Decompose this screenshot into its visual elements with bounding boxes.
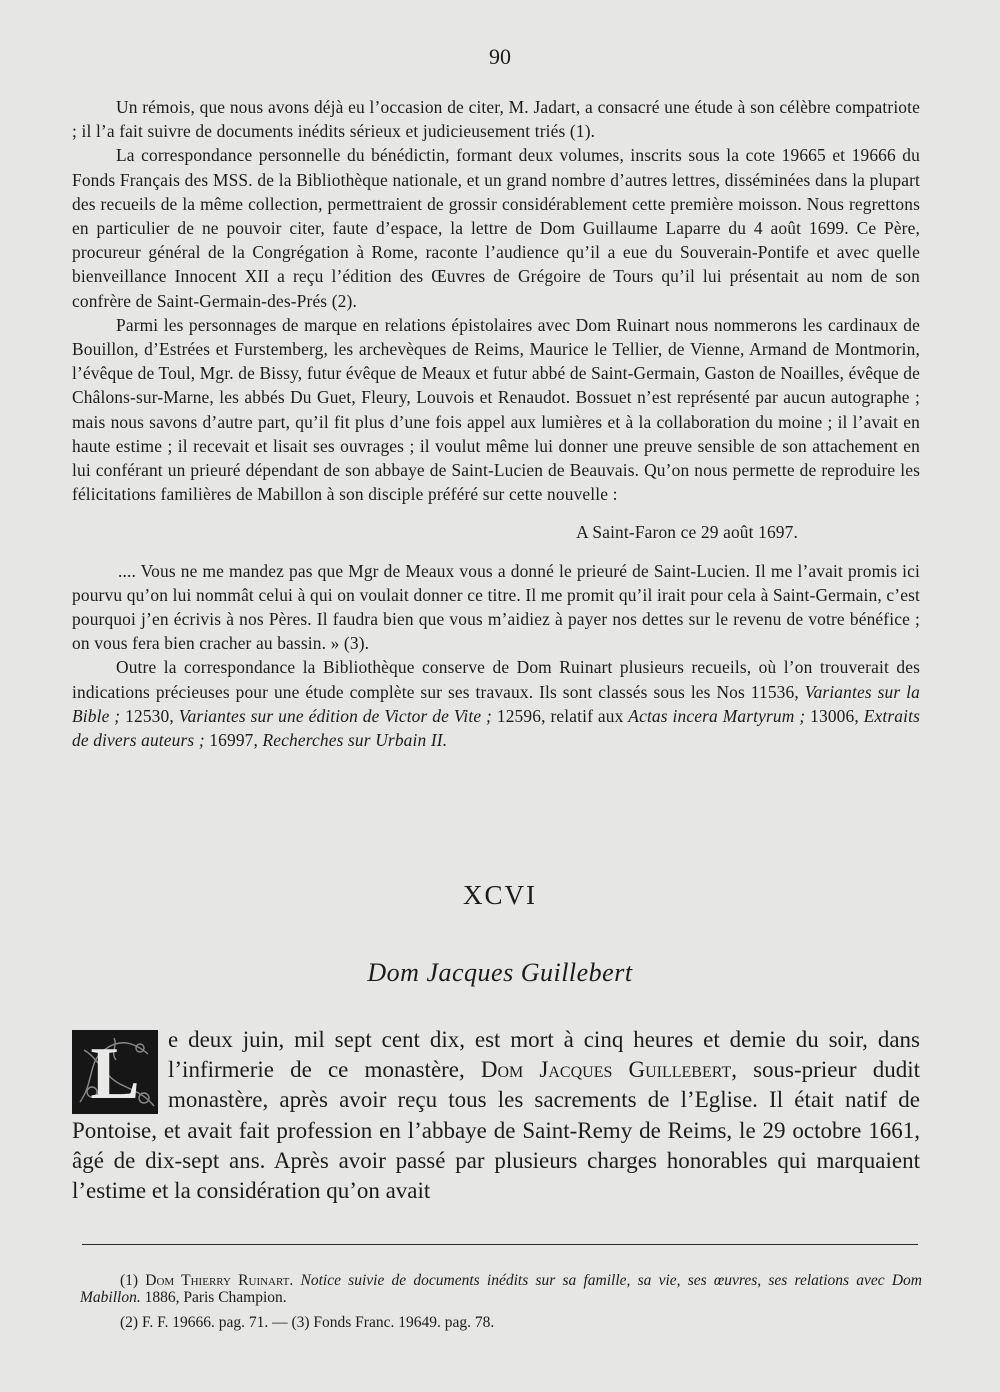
title-victor-de-vite: Variantes sur une édition de Victor de Vite ; [178,705,492,726]
footnote-1 [80,1272,922,1306]
paragraph-correspondance: La correspondance personnelle du bénédictin, formant deux volumes, inscrits sous la cote 19665 et 19666 du Fonds Français des MSS. de la Bibliothèque nationale, et un grand nombre d’autres lettres, disséminées dans la plupart des recueils de la même collection, permettraient de grossir considérablement cette première moisson. Nous regrettons en particulier de ne pouvoir citer, faute d’espace, la lettre de Dom Guillaume Laparre du 4 août 1699. Ce Père, procureur général de la Congrégation à Rome, raconte l’audience qu’il a eue du Souverain-Pontife et avec quelle bienveillance Innocent XII a reçu l’édition des Œuvres de Grégoire de Tours qu’il lui présentait au nom de son confrère de Saint-Germain-des-Prés (2). [72,145,920,311]
section-title: Dom Jacques Guillebert [367,958,633,987]
recueils-number: 12596, relatif aux [492,705,629,726]
ornamental-initial [72,1030,158,1114]
title-urbain: Recherches sur Urbain II. [262,730,448,751]
paragraph-jadart: Un rémois, que nous avons déjà eu l’occasion de citer, M. Jadart, a consacré une étude à son célèbre compatriote ; il l’a fait suivre de documents inédits sérieux et judicieusement triés (1). [72,97,920,142]
main-text [72,95,920,752]
footnote-divider [82,1244,918,1245]
footnote-publisher: 1886, Paris Champion. [140,1289,287,1306]
title-actas-martyrum: Actas incera Martyrum ; [628,705,806,726]
obituary-text-b: , sous-prieur dudit monastère, après avoir reçu tous les sacrements de l’Eglise. Il était natif de Pontoise, et avait fait profession en l’abbaye de Saint-Remy de Reims, le 29 octobre 1661, âgé de dix-sept ans. Après avoir passé par plusieurs charges honorables qui marquaient l’estime et la considération qu’on avait [72,1057,920,1204]
recueils-number: 12530, [120,705,179,726]
paragraph-recueils [72,655,920,752]
paragraph-personnages: Parmi les personnages de marque en relations épistolaires avec Dom Ruinart nous nommerons les cardinaux de Bouillon, d’Estrées et Furstemberg, les archevèques de Reims, Maurice le Tellier, de Vienne, Armand de Montmorin, l’évêque de Toul, Mgr. de Bissy, futur évêque de Meaux et futur abbé de Saint-Germain, Gaston de Noailles, évêque de Châlons-sur-Marne, les abbés Du Guet, Fleury, Louvois et Renaudot. Bossuet n’est représenté par aucun autographe ; mais nous savons d’autre part, qu’il fit plus d’une fois appel aux lumières et à la collaboration du moine ; il l’avait en haute estime ; il recevait et lisait ses ouvrages ; il voulut même lui donner une preuve sensible de son attachement en lui conférant un prieuré dépendant de son abbaye de Saint-Lucien de Beauvais. Qu’on nous permette de reproduire les félicitations familières de Mabillon à son disciple préféré sur cette nouvelle : [72,314,920,505]
title-extraits: Extraits de divers auteurs ; [72,705,920,751]
mabillon-quote: .... Vous ne me mandez pas que Mgr de Meaux vous a donné le prieuré de Saint-Lucien. Il me l’avait promis ici pourvu qu’on lui nommât celui à qui on voulait donner ce titre. Il me promit qu’il irait pour cela à Saint-Germain, c’est pourquoi j’en écrivis à nos Pères. Il faudra bien que vous m’aidiez à payer nos dettes sur le revenu de votre bénéfice ; on vous fera bien cracher au bassin. » (3). [72,560,920,654]
section-number: XCVI [463,880,537,910]
recueils-number: 16997, [204,730,263,751]
obituary-text-a: e deux juin, mil sept cent dix, est mort à cinq heures et demie du soir, dans l’infirmerie de ce monastère, [168,1027,920,1083]
letter-dateline: A Saint-Faron ce 29 août 1697. [576,522,798,543]
recueils-number: 13006, [805,705,864,726]
recueils-intro: Outre la correspondance la Bibliothèque conserve de Dom Ruinart plusieurs recueils, où l’on trouverait des indications précieuses pour une étude complète sur ses travaux. Ils sont classés sous les Nos 11536, [72,657,920,702]
footnote-mark: (1) [120,1272,146,1289]
footnotes [80,1272,922,1331]
footnote-2-3: (2) F. F. 19666. pag. 71. — (3) Fonds Franc. 19649. pag. 78. [120,1314,495,1331]
footnote-title: Notice suivie de documents inédits sur sa famille, sa vie, ses œuvres, ses relations avec Dom Mabillon. [80,1272,922,1306]
page-number: 90 [489,44,511,69]
obituary-text [72,1025,920,1206]
title-variantes-bible: Variantes sur la Bible ; [72,681,920,726]
drop-letter: L [90,1033,140,1114]
obituary-name: Dom Jacques Guillebert [480,1057,732,1083]
footnote-author: Dom Thierry Ruinart. [145,1272,294,1289]
